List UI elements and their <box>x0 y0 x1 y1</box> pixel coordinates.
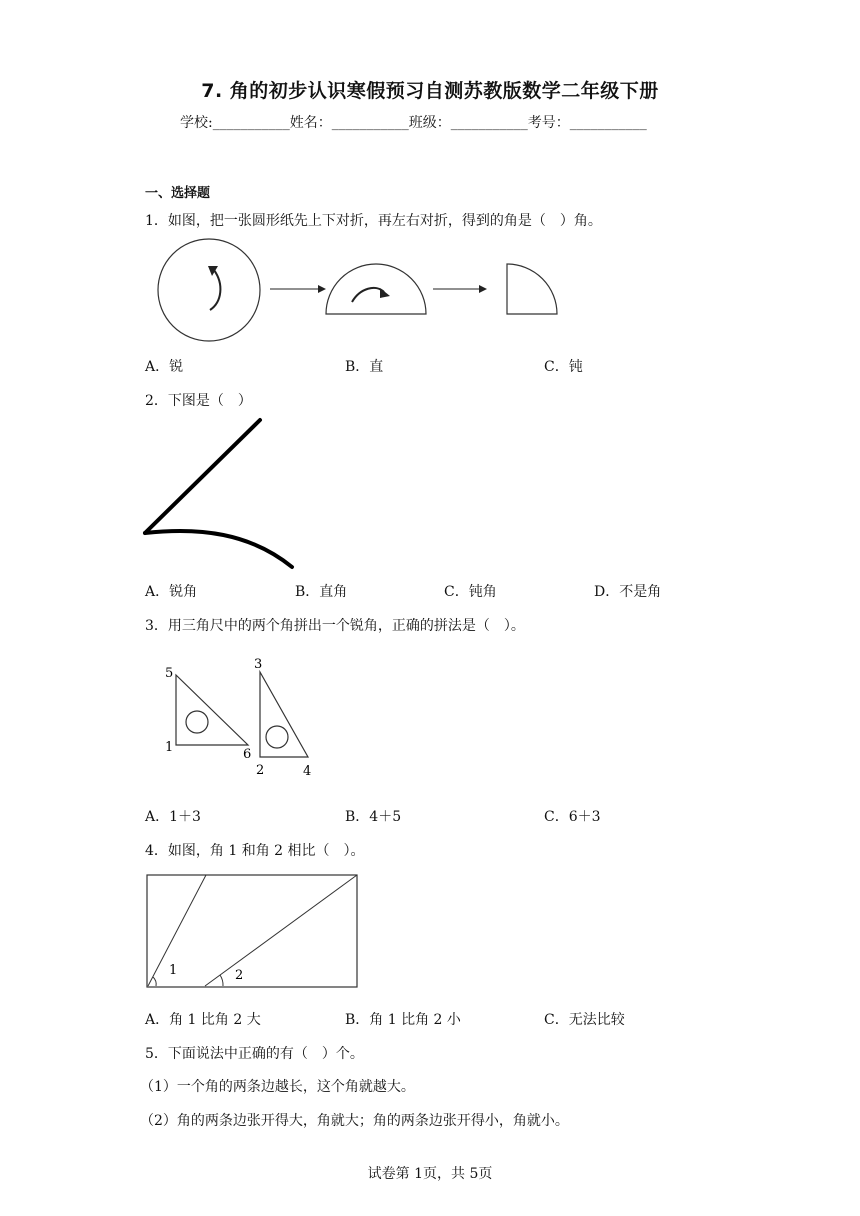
question-5-text: 5．下面说法中正确的有（ ）个。 <box>145 1046 364 1062</box>
upper-ray <box>145 420 260 533</box>
q2-option-c: C．钝角 <box>444 584 497 600</box>
half-circle-arrow <box>352 288 384 302</box>
angle-label-1: 1 <box>165 740 174 755</box>
angle-label-2: 2 <box>256 763 265 778</box>
question-2-text: 2．下图是（ ） <box>145 393 252 409</box>
question-4-text: 4．如图，角 1 和角 2 相比（ ）。 <box>145 843 365 859</box>
arc-angle-1 <box>153 977 156 986</box>
student-info-line: 学校:___________姓名：___________班级：___________考号：___________ <box>180 115 647 131</box>
question-2-figure <box>140 415 300 575</box>
rectangle <box>147 875 357 987</box>
question-3-figure <box>160 650 330 790</box>
question-4-figure <box>145 873 365 991</box>
arc-angle-2 <box>220 975 223 986</box>
q1-option-a: A．锐 <box>145 359 184 375</box>
question-1-figure <box>150 240 570 350</box>
curved-side <box>145 531 292 567</box>
q2-option-a: A．锐角 <box>145 584 198 600</box>
fold-arrow-1-head <box>318 285 326 293</box>
q1-option-b: B．直 <box>345 359 384 375</box>
triangle-ruler-right <box>260 672 308 757</box>
q3-option-a: A．1＋3 <box>145 809 201 825</box>
angle-label-5: 5 <box>165 666 174 681</box>
q4-option-a: A．角 1 比角 2 大 <box>145 1012 261 1028</box>
quarter-circle <box>507 264 557 314</box>
q2-option-d: D．不是角 <box>594 584 662 600</box>
q2-option-b: B．直角 <box>295 584 348 600</box>
half-circle <box>326 264 426 314</box>
question-1-text: 1．如图，把一张圆形纸先上下对折，再左右对折，得到的角是（ ）角。 <box>145 213 602 229</box>
rotation-arrow <box>210 270 220 310</box>
angle-label-6: 6 <box>243 747 252 762</box>
q5-statement-1: （1）一个角的两条边越长，这个角就越大。 <box>140 1079 415 1095</box>
angle-label-3: 3 <box>254 657 263 672</box>
angle-label-4: 4 <box>303 764 312 779</box>
q4-option-b: B．角 1 比角 2 小 <box>345 1012 461 1028</box>
full-circle <box>158 239 260 341</box>
triangle-ruler-left <box>176 675 248 745</box>
angle-label-1: 1 <box>169 963 178 978</box>
triangle-left-hole <box>186 711 208 733</box>
page-title: 7. 角的初步认识寒假预习自测苏教版数学二年级下册 <box>201 80 659 102</box>
page-footer: 试卷第 1页，共 5页 <box>367 1166 493 1182</box>
q5-statement-2: （2）角的两条边张开得大，角就大；角的两条边张开得小，角就小。 <box>140 1113 569 1129</box>
half-arrow-head <box>380 288 390 298</box>
question-3-text: 3．用三角尺中的两个角拼出一个锐角，正确的拼法是（ ）。 <box>145 618 525 634</box>
angle-label-2: 2 <box>235 968 244 983</box>
q3-option-c: C．6＋3 <box>544 809 601 825</box>
section-heading: 一、选择题 <box>145 186 211 201</box>
q4-option-c: C．无法比较 <box>544 1012 625 1028</box>
fold-arrow-2-head <box>479 285 487 293</box>
ray-angle-2 <box>205 875 357 986</box>
triangle-right-hole <box>266 726 288 748</box>
q1-option-c: C．钝 <box>544 359 583 375</box>
q3-option-b: B．4＋5 <box>345 809 402 825</box>
